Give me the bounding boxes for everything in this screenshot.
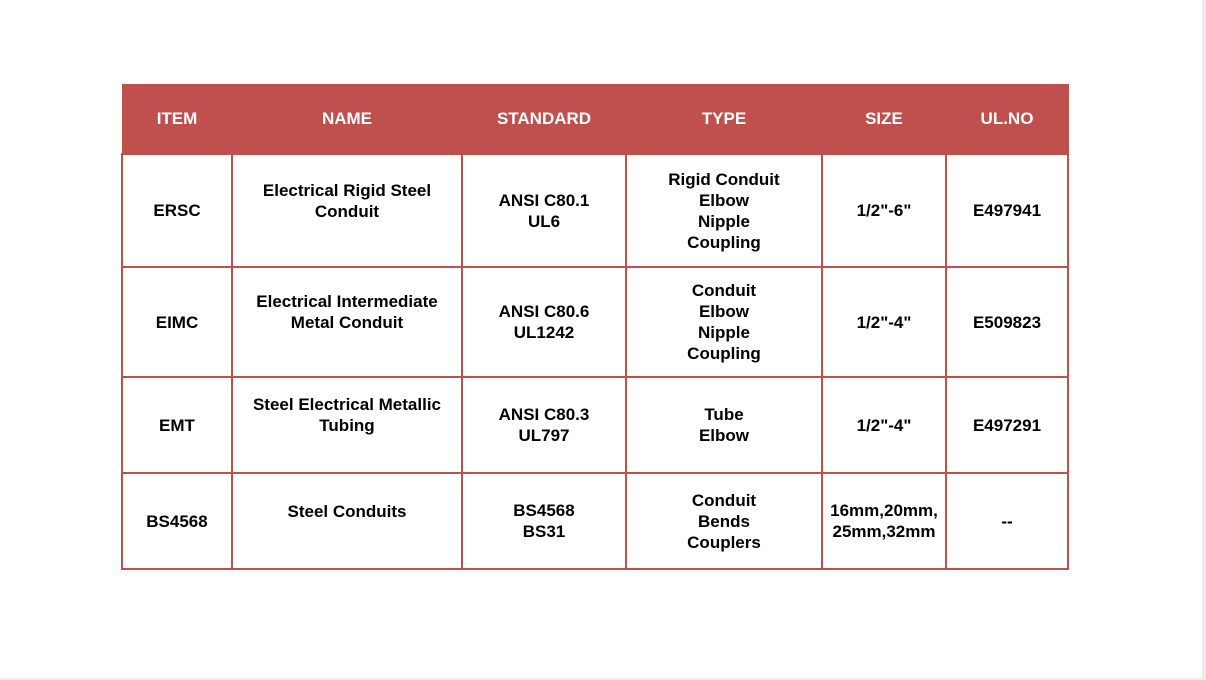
size-line: 1/2"-4" [856, 312, 912, 332]
type-line: Conduit [691, 490, 757, 510]
type-line: Conduit [691, 281, 757, 300]
header-size: SIZE [822, 85, 946, 155]
header-standard: STANDARD [462, 85, 626, 155]
ul-number: E497291 [972, 415, 1042, 435]
table-row [122, 267, 1068, 377]
cell-item [122, 267, 232, 377]
cell-standard [462, 267, 626, 377]
cell-type [626, 267, 822, 377]
cell-item [122, 377, 232, 473]
table-row [122, 154, 1068, 267]
name-line: Electrical Intermediate [256, 292, 438, 311]
type-line: Tube [704, 405, 744, 424]
header-ulno: UL.NO [946, 85, 1068, 155]
cell-type [626, 473, 822, 569]
cell-size [822, 267, 946, 377]
header-type: TYPE [626, 85, 822, 155]
item-code: BS4568 [146, 511, 208, 531]
ul-number: E497941 [972, 201, 1042, 220]
standard-line: ANSI C80.3 [498, 405, 590, 424]
item-code: ERSC [153, 201, 201, 220]
cell-ulno [946, 267, 1068, 377]
size-line: 25mm,32mm [832, 522, 936, 541]
cell-name [232, 267, 462, 377]
type-line: Coupling [687, 232, 761, 252]
cell-item [122, 473, 232, 569]
standard-line: UL1242 [513, 323, 575, 342]
name-line: Steel Electrical Metallic [252, 395, 442, 414]
cell-item [122, 154, 232, 267]
type-line: Nipple [698, 323, 750, 342]
type-line: Elbow [698, 426, 750, 445]
header-row [122, 85, 1068, 155]
cell-name [232, 473, 462, 569]
cell-ulno [946, 377, 1068, 473]
cell-standard [462, 473, 626, 569]
cell-ulno [946, 154, 1068, 267]
type-line: Elbow [698, 302, 750, 321]
type-line: Nipple [698, 211, 750, 231]
item-code: EIMC [155, 312, 199, 332]
cell-size [822, 154, 946, 267]
table-row [122, 377, 1068, 473]
ul-number: -- [1001, 511, 1013, 531]
size-line: 1/2"-4" [856, 415, 912, 435]
cell-standard [462, 377, 626, 473]
name-line: Metal Conduit [290, 313, 404, 332]
type-line: Couplers [687, 532, 761, 552]
header-name: NAME [232, 85, 462, 155]
standard-line: ANSI C80.1 [498, 190, 590, 210]
ul-number: E509823 [972, 312, 1042, 332]
name-line: Electrical Rigid Steel [262, 180, 432, 200]
item-code: EMT [159, 415, 195, 435]
standard-line: BS4568 [513, 501, 575, 520]
cell-size [822, 377, 946, 473]
cell-type [626, 377, 822, 473]
type-line: Elbow [698, 190, 750, 210]
cell-size [822, 473, 946, 569]
conduit-spec-table [121, 84, 1069, 570]
cell-standard [462, 154, 626, 267]
name-line: Steel Conduits [287, 501, 407, 521]
type-line: Rigid Conduit [668, 169, 780, 189]
table-row [122, 473, 1068, 569]
cell-name [232, 154, 462, 267]
size-line: 16mm,20mm, [830, 501, 938, 520]
size-line: 1/2"-6" [856, 201, 912, 220]
name-line: Conduit [314, 201, 380, 221]
name-line: Tubing [319, 416, 375, 435]
header-item: ITEM [122, 85, 232, 155]
cell-type [626, 154, 822, 267]
type-line: Coupling [687, 344, 761, 363]
standard-line: ANSI C80.6 [498, 302, 590, 321]
type-line: Bends [698, 511, 750, 531]
cell-ulno [946, 473, 1068, 569]
cell-name [232, 377, 462, 473]
standard-line: UL6 [527, 211, 561, 231]
standard-line: BS31 [522, 522, 566, 541]
standard-line: UL797 [518, 426, 570, 445]
